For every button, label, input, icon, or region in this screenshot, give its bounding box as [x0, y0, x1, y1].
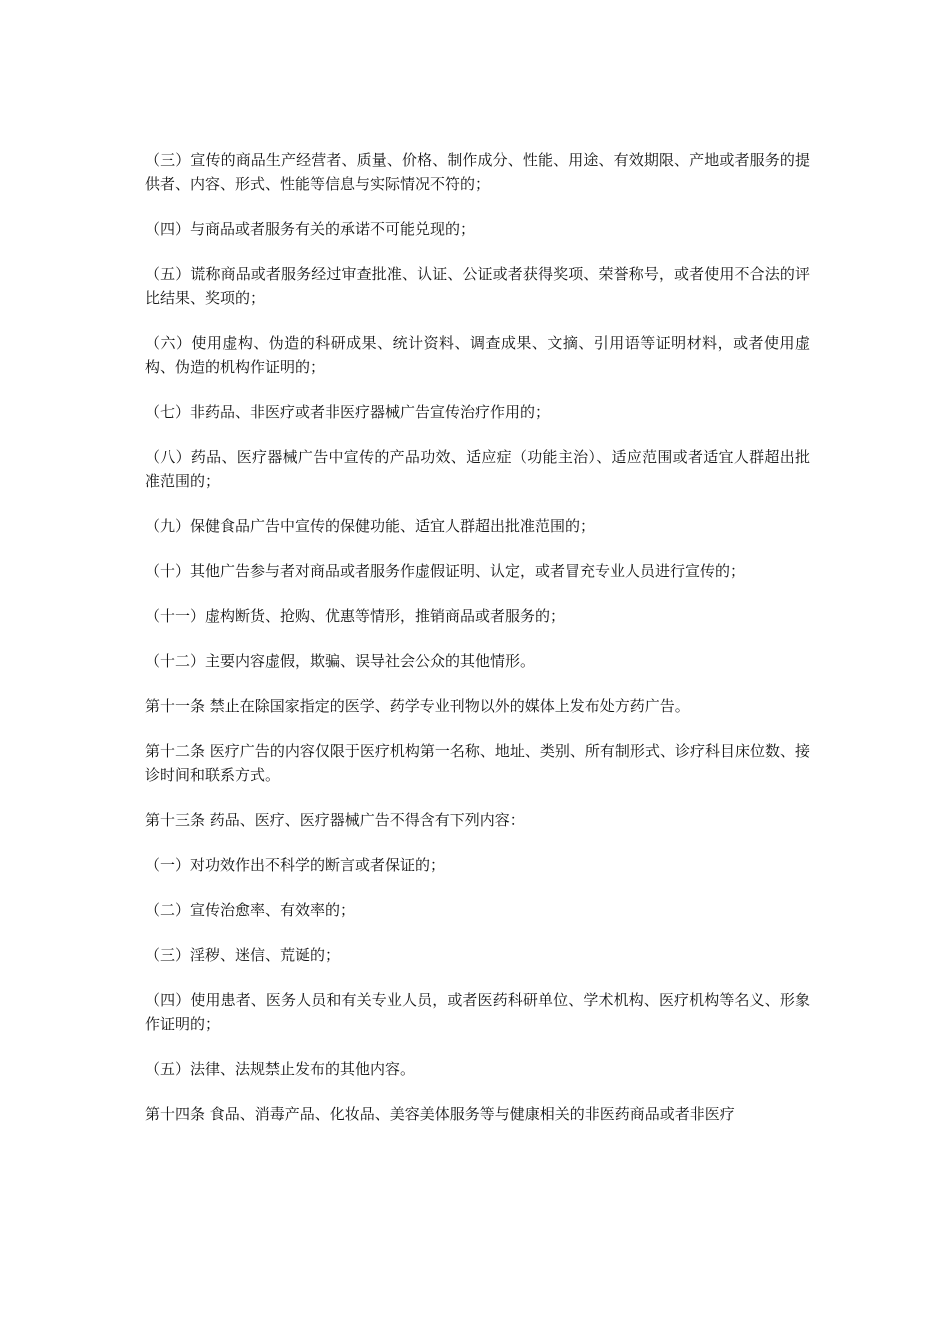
clause-8: （八）药品、医疗器械广告中宣传的产品功效、适应症（功能主治）、适应范围或者适宜人群超出批准范围的；: [145, 448, 810, 490]
article-13-item-4: （四）使用患者、医务人员和有关专业人员，或者医药科研单位、学术机构、医疗机构等名义、形象作证明的；: [145, 991, 810, 1033]
article-13-item-3: （三）淫秽、迷信、荒诞的；: [145, 946, 341, 964]
article-13-item-1: （一）对功效作出不科学的断言或者保证的；: [145, 856, 446, 874]
clause-7: （七）非药品、非医疗或者非医疗器械广告宣传治疗作用的；: [145, 403, 551, 421]
article-11: 第十一条 禁止在除国家指定的医学、药学专业刊物以外的媒体上发布处方药广告。: [145, 697, 690, 715]
document-body: [145, 148, 810, 1147]
clause-10: （十）其他广告参与者对商品或者服务作虚假证明、认定，或者冒充专业人员进行宣传的；: [145, 562, 746, 580]
article-12: 第十二条 医疗广告的内容仅限于医疗机构第一名称、地址、类别、所有制形式、诊疗科目床位数、接诊时间和联系方式。: [145, 742, 810, 784]
clause-11: （十一）虚构断货、抢购、优惠等情形，推销商品或者服务的；: [145, 607, 566, 625]
clause-12: （十二）主要内容虚假，欺骗、误导社会公众的其他情形。: [145, 652, 536, 670]
article-13: 第十三条 药品、医疗、医疗器械广告不得含有下列内容：: [145, 811, 525, 829]
clause-9: （九）保健食品广告中宣传的保健功能、适宜人群超出批准范围的；: [145, 517, 596, 535]
clause-6: （六）使用虚构、伪造的科研成果、统计资料、调查成果、文摘、引用语等证明材料，或者使用虚构、伪造的机构作证明的；: [145, 334, 810, 376]
article-14: 第十四条 食品、消毒产品、化妆品、美容美体服务等与健康相关的非医药商品或者非医疗: [145, 1105, 735, 1123]
article-13-item-2: （二）宣传治愈率、有效率的；: [145, 901, 356, 919]
article-13-item-5: （五）法律、法规禁止发布的其他内容。: [145, 1060, 416, 1078]
clause-5: （五）谎称商品或者服务经过审查批准、认证、公证或者获得奖项、荣誉称号，或者使用不合法的评比结果、奖项的；: [145, 265, 810, 307]
clause-3: （三）宣传的商品生产经营者、质量、价格、制作成分、性能、用途、有效期限、产地或者服务的提供者、内容、形式、性能等信息与实际情况不符的；: [145, 151, 810, 193]
clause-4: （四）与商品或者服务有关的承诺不可能兑现的；: [145, 220, 476, 238]
